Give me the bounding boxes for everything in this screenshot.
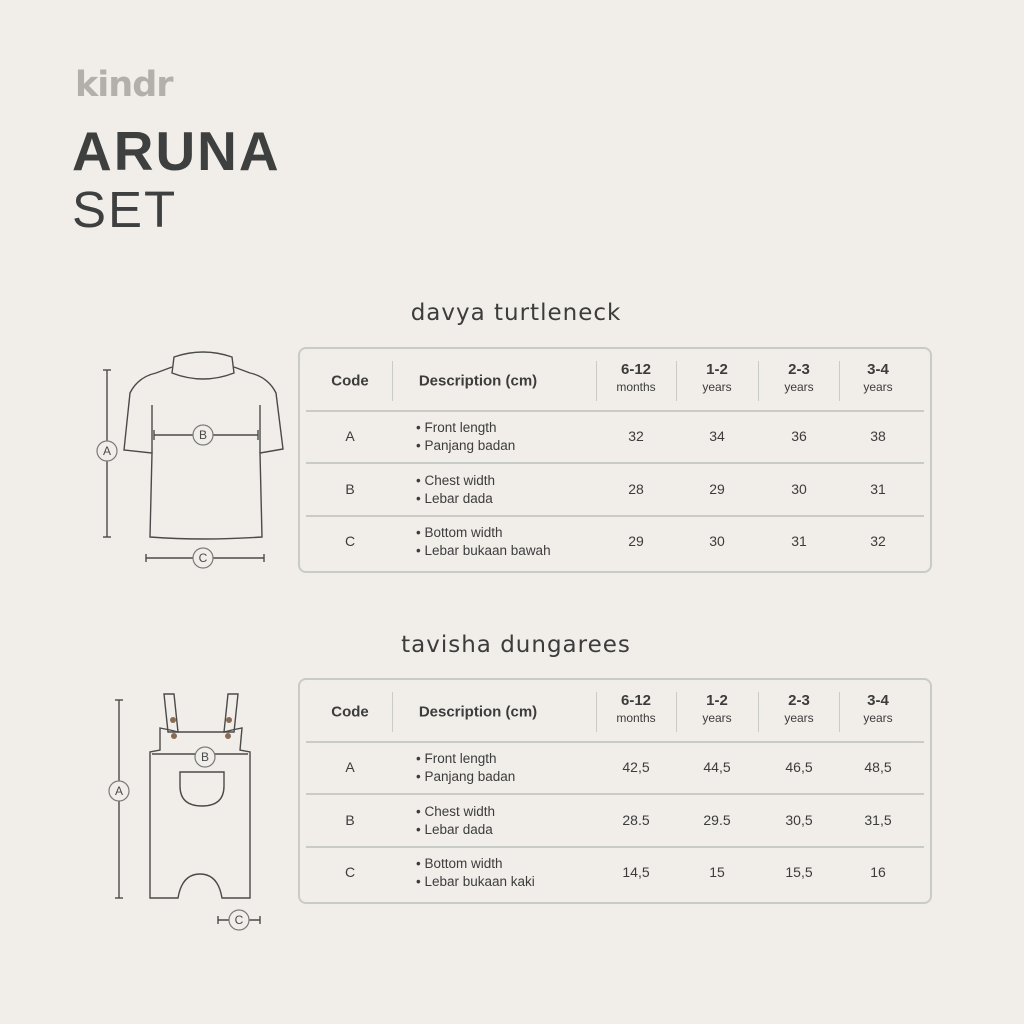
label-b: B (200, 750, 210, 764)
row-description: • Bottom width • Lebar bukaan kaki (416, 856, 535, 889)
row-description: • Chest width • Lebar dada (416, 473, 496, 506)
value-cell: 42,5 (622, 759, 650, 775)
header-description: Description (cm) (418, 372, 538, 390)
label-a: A (114, 784, 124, 798)
value-cell: 31 (791, 533, 807, 549)
label-c: C (234, 913, 244, 927)
dungarees-size-table (298, 678, 932, 904)
value-cell: 29 (709, 481, 725, 497)
brand-logo: kindr (75, 65, 173, 105)
label-b: B (198, 428, 208, 442)
dungarees-title: tavisha dungarees (401, 632, 631, 658)
row-description: • Front length • Panjang badan (416, 751, 516, 784)
turtleneck-illustration (90, 345, 290, 575)
value-cell: 15,5 (785, 864, 813, 880)
value-cell: 14,5 (622, 864, 650, 880)
header-size-3: 2-3 years (784, 692, 814, 725)
value-cell: 38 (870, 428, 886, 444)
value-cell: 28 (628, 481, 644, 497)
header-size-4: 3-4 years (863, 692, 893, 725)
value-cell: 30,5 (785, 812, 813, 828)
value-cell: 32 (870, 533, 886, 549)
turtleneck-size-table (298, 347, 932, 573)
product-subtitle: SET (72, 181, 178, 238)
value-cell: 48,5 (864, 759, 892, 775)
header-code: Code (331, 372, 369, 390)
header-size-3: 2-3 years (784, 361, 814, 394)
label-a: A (102, 444, 112, 458)
row-description: • Bottom width • Lebar bukaan bawah (416, 525, 551, 558)
value-cell: 30 (791, 481, 807, 497)
value-cell: 28.5 (622, 812, 650, 828)
value-cell: 31 (870, 481, 886, 497)
header-size-2: 1-2 years (702, 361, 732, 394)
value-cell: 30 (709, 533, 725, 549)
value-cell: 29.5 (703, 812, 731, 828)
header-size-1: 6-12 months (616, 361, 656, 394)
value-cell: 44,5 (703, 759, 731, 775)
header-size-4: 3-4 years (863, 361, 893, 394)
header-size-2: 1-2 years (702, 692, 732, 725)
header-description: Description (cm) (418, 703, 538, 721)
value-cell: 32 (628, 428, 644, 444)
row-code: B (345, 812, 355, 828)
row-code: B (345, 481, 355, 497)
header-size-1: 6-12 months (616, 692, 656, 725)
turtleneck-title: davya turtleneck (410, 300, 622, 326)
row-code: A (345, 759, 355, 775)
row-description: • Front length • Panjang badan (416, 420, 516, 453)
row-code: A (345, 428, 355, 444)
dungarees-illustration (100, 688, 300, 938)
header-code: Code (331, 703, 369, 721)
value-cell: 36 (791, 428, 807, 444)
value-cell: 34 (709, 428, 725, 444)
row-code: C (344, 533, 356, 549)
product-title: ARUNA (72, 120, 281, 182)
row-description: • Chest width • Lebar dada (416, 804, 496, 837)
value-cell: 15 (709, 864, 725, 880)
value-cell: 46,5 (785, 759, 813, 775)
value-cell: 16 (870, 864, 886, 880)
value-cell: 31,5 (864, 812, 892, 828)
label-c: C (198, 551, 208, 565)
row-code: C (344, 864, 356, 880)
value-cell: 29 (628, 533, 644, 549)
